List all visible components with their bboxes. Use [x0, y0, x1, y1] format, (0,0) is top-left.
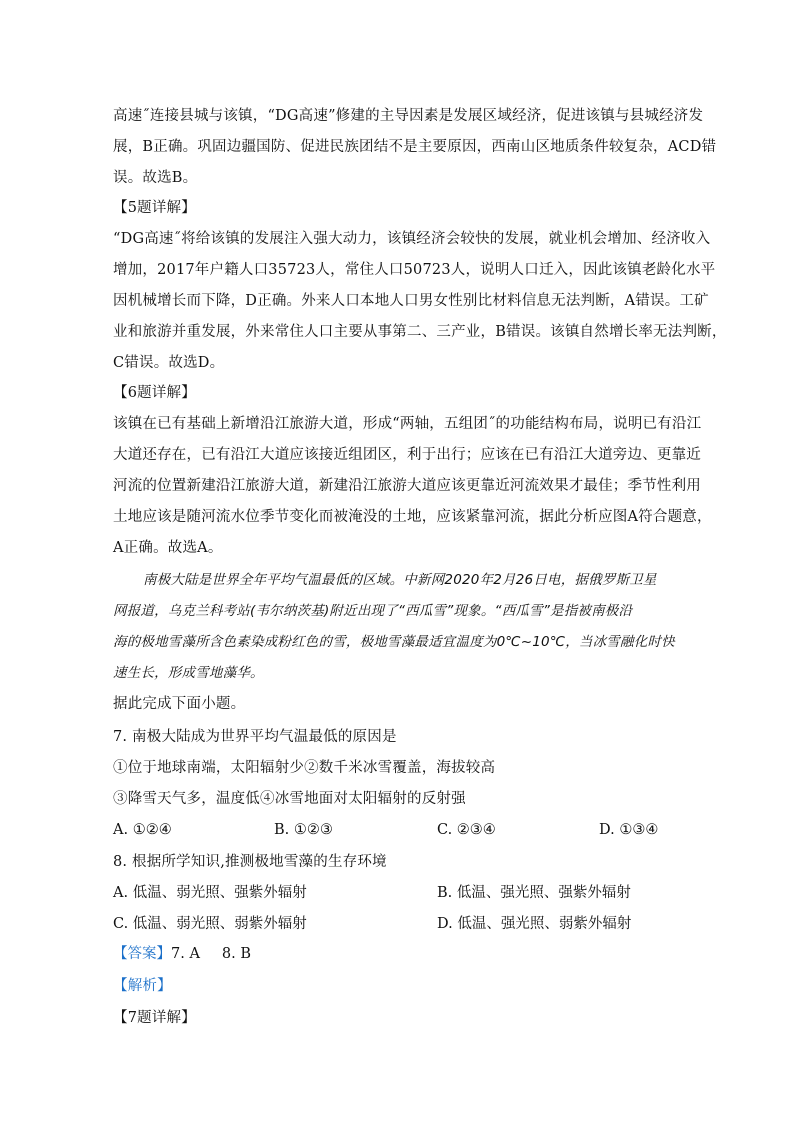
passage-line-2: 网报道，乌克兰科考站(韦尔纳茨基)附近出现了“西瓜雪”现象。“西瓜雪”是指被南极沿: [113, 603, 633, 619]
para5-line-3: 因机械增长而下降，D正确。外来人口本地人口男女性别比材料信息无法判断，A错误。工矿: [113, 293, 709, 309]
passage-line-4: 速生长，形成雪地藻华。: [113, 665, 264, 681]
para6-line-1: 该镇在已有基础上新增沿江旅游大道，形成“两轴，五组团˝的功能结构布局，说明已有沿江: [113, 416, 702, 432]
para5-line-2: 增加，2017年户籍人口35723人，常住人口50723人，说明人口迁入，因此该镇老龄化水平: [113, 262, 716, 278]
para6-line-5: A正确。故选A。: [113, 540, 223, 556]
para5-line-4: 业和旅游并重发展，外来常住人口主要从事第二、三产业，B错误。该镇自然增长率无法判断，: [113, 324, 727, 340]
q8-option-d: D. 低温、强光照、弱紫外辐射: [437, 916, 632, 932]
q8-stem: 8. 根据所学知识,推测极地雪藻的生存环境: [113, 854, 387, 870]
q7-option-c: C. ②③④: [437, 822, 496, 838]
answer-line: [113, 944, 273, 964]
heading-q5: 【5题详解】: [113, 200, 196, 216]
q7-option-a: A. ①②④: [113, 822, 172, 838]
passage-line-1: 南极大陆是世界全年平均气温最低的区域。中新网2020年2月26日电，据俄罗斯卫星: [143, 572, 657, 588]
para1-line-2: 展，B正确。巩固边疆国防、促进民族团结不是主要原因，西南山区地质条件较复杂，ACD错: [113, 139, 717, 155]
instruction: 据此完成下面小题。: [113, 696, 246, 712]
q7-items-line-2: ③降雪天气多，温度低④冰雪地面对太阳辐射的反射强: [113, 791, 466, 807]
q7-option-d: D. ①③④: [599, 822, 659, 838]
passage-line-3: 海的极地雪藻所含色素染成粉红色的雪，极地雪藻最适宜温度为0℃~10℃，当冰雪融化时快: [113, 634, 675, 650]
para6-line-2: 大道还存在，已有沿江大道应该接近组团区，利于出行；应该在已有沿江大道旁边、更靠近: [113, 447, 701, 463]
para1-line-3: 误。故选B。: [113, 170, 198, 186]
q8-option-b: B. 低温、强光照、强紫外辐射: [437, 885, 631, 901]
answer-q7: 7. A: [171, 946, 200, 962]
para6-line-4: 土地应该是随河流水位季节变化而被淹没的土地，应该紧靠河流，据此分析应图A符合题意，: [113, 509, 712, 525]
analysis-label: 【解析】: [113, 978, 172, 994]
para5-line-1: “DG高速˝将给该镇的发展注入强大动力，该镇经济会较快的发展，就业机会增加、经济收入: [113, 231, 711, 247]
para5-line-5: C错误。故选D。: [113, 355, 225, 371]
answer-label: 【答案】: [113, 946, 171, 962]
q7-items-line-1: ①位于地球南端，太阳辐射少②数千米冰雪覆盖，海拔较高: [113, 760, 496, 776]
para6-line-3: 河流的位置新建沿江旅游大道，新建沿江旅游大道应该更靠近河流效果才最佳；季节性利用: [113, 478, 701, 494]
answer-q8: 8. B: [221, 946, 252, 962]
heading-q7: 【7题详解】: [113, 1010, 196, 1026]
q8-option-c: C. 低温、弱光照、弱紫外辐射: [113, 916, 307, 932]
q8-option-a: A. 低温、弱光照、强紫外辐射: [113, 885, 307, 901]
q7-stem: 7. 南极大陆成为世界平均气温最低的原因是: [113, 729, 397, 745]
para1-line-1: 高速˝连接县城与该镇，“DG高速”修建的主导因素是发展区域经济，促进该镇与县城经济发: [113, 108, 704, 124]
q7-option-b: B. ①②③: [274, 822, 333, 838]
heading-q6: 【6题详解】: [113, 385, 196, 401]
